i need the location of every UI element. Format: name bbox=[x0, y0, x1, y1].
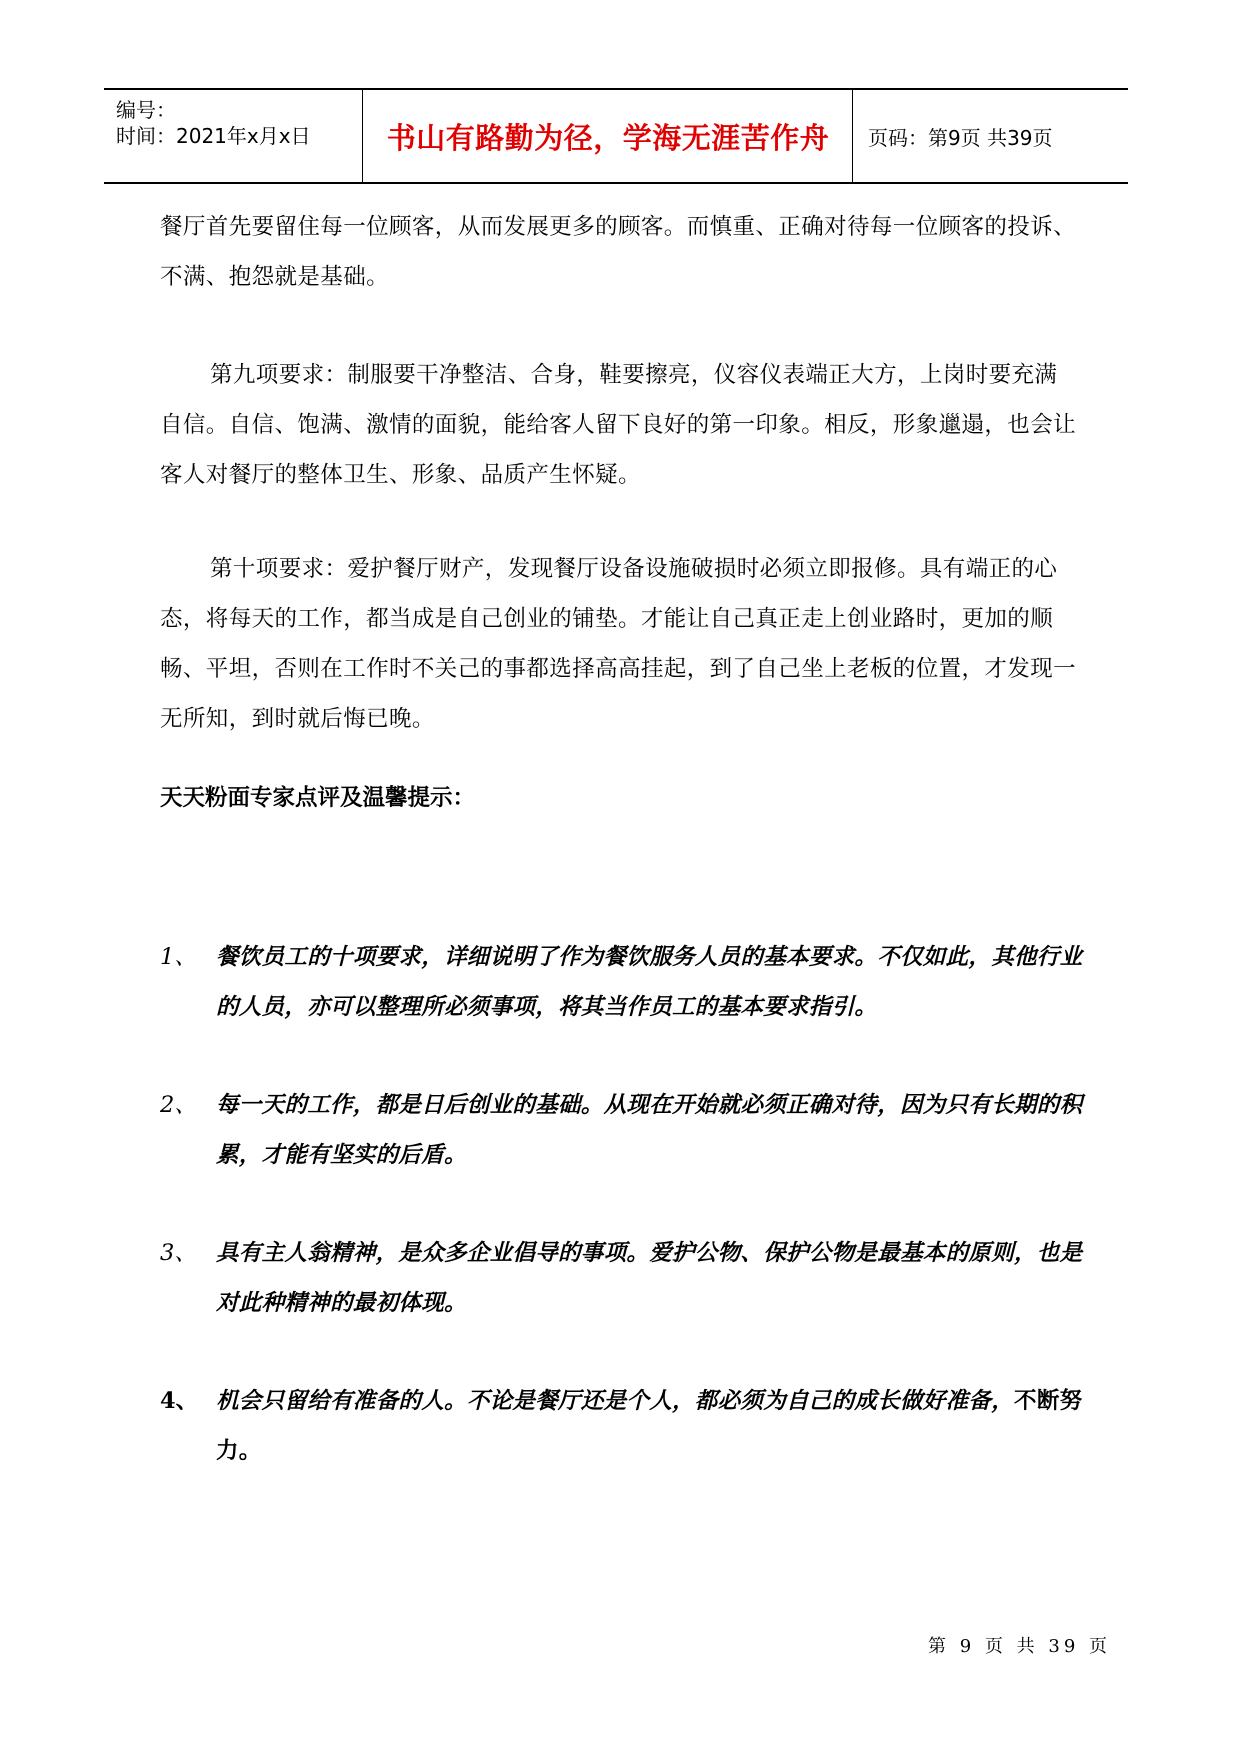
document-number-label: 编号： bbox=[116, 98, 176, 122]
header-motto-cell bbox=[364, 90, 853, 182]
tip-text-plain: 不断努力。 bbox=[216, 1388, 1083, 1464]
paragraph-requirement-9: 第九项要求：制服要干净整洁、合身，鞋要擦亮，仪容仪表端正大方，上岗时要充满自信。自信、饱满、激情的面貌，能给客人留下良好的第一印象。相反，形象邋遢，也会让客人对餐厅的整体卫生、形象、品质产生怀疑。 bbox=[160, 362, 1077, 488]
header-page-cell bbox=[854, 90, 1128, 182]
tip-text bbox=[216, 1376, 1096, 1476]
tip-number: 2、 bbox=[160, 1092, 197, 1118]
tip-number: 1、 bbox=[160, 944, 197, 970]
header-motto: 书山有路勤为径，学海无涯苦作舟 bbox=[386, 120, 830, 155]
tip-number: 3、 bbox=[160, 1240, 197, 1266]
tip-number: 4、 bbox=[160, 1388, 199, 1414]
header-info-cell bbox=[104, 90, 363, 182]
header-page-label: 页码：第9页 共39页 bbox=[868, 125, 1053, 150]
header-table bbox=[104, 88, 1128, 184]
tip-text: 餐饮员工的十项要求，详细说明了作为餐饮服务人员的基本要求。不仅如此，其他行业的人员，亦可以整理所必须事项，将其当作员工的基本要求指引。 bbox=[216, 944, 1083, 1020]
tip-text: 每一天的工作，都是日后创业的基础。从现在开始就必须正确对待，因为只有长期的积累，才能有坚实的后盾。 bbox=[216, 1092, 1083, 1168]
paragraph-intro: 餐厅首先要留住每一位顾客，从而发展更多的顾客。而慎重、正确对待每一位顾客的投诉、不满、抱怨就是基础。 bbox=[160, 214, 1077, 290]
footer-page-number: 第 9 页 共 39 页 bbox=[928, 1636, 1111, 1657]
tip-text: 具有主人翁精神，是众多企业倡导的事项。爱护公物、保护公物是最基本的原则，也是对此种精神的最初体现。 bbox=[216, 1240, 1083, 1316]
tip-text-italic: 机会只留给有准备的人。不论是餐厅还是个人，都必须为自己的成长做好准备， bbox=[216, 1388, 1015, 1414]
tips-title: 天天粉面专家点评及温馨提示： bbox=[160, 785, 476, 811]
document-time-label: 时间：2021年x月x日 bbox=[116, 124, 311, 148]
paragraph-requirement-10: 第十项要求：爱护餐厅财产，发现餐厅设备设施破损时必须立即报修。具有端正的心态，将每天的工作，都当成是自己创业的铺垫。才能让自己真正走上创业路时，更加的顺畅、平坦，否则在工作时不关己的事都选择高高挂起，到了自己坐上老板的位置，才发现一无所知，到时就后悔已晚。 bbox=[160, 556, 1077, 732]
